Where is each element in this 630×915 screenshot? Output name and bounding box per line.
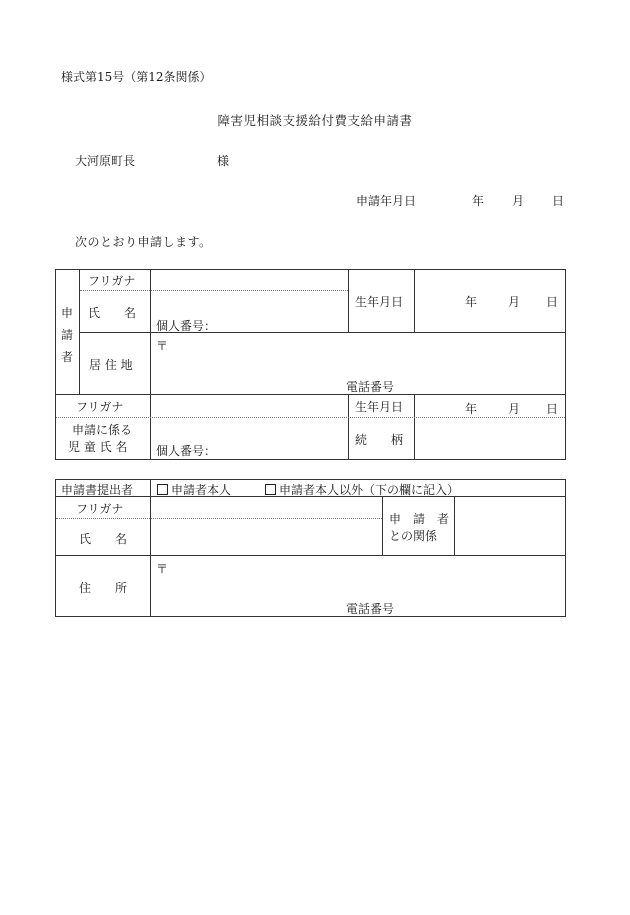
applicant-birth-day: 日 — [546, 295, 559, 309]
applicant-furigana-label: フリガナ — [88, 274, 136, 288]
child-personal-number-label: 個人番号： — [156, 444, 217, 458]
addressee-name: 大河原町長 — [75, 154, 136, 168]
applicant-residence-label: 居 住 地 — [89, 358, 133, 372]
applicant-birth-year: 年 — [465, 295, 478, 309]
child-name-label-line2: 児 童 氏 名 — [68, 440, 128, 454]
applicant-postal-mark: 〒 — [156, 339, 169, 353]
submitter-label: 申請書提出者 — [61, 483, 134, 497]
submitter-furigana-label: フリガナ — [76, 502, 124, 516]
child-birth-date-label: 生年月日 — [355, 400, 404, 414]
child-birth-month: 月 — [508, 402, 521, 416]
option-self-label: 申請者本人 — [171, 483, 232, 497]
relation-label-line1: 申 請 者 — [389, 512, 450, 526]
submitter-address-label: 住 所 — [79, 581, 128, 595]
date-year: 年 — [472, 194, 485, 208]
addressee — [75, 152, 229, 169]
date-day: 日 — [552, 194, 565, 208]
child-name-label-line1: 申請に係る — [72, 423, 133, 437]
child-relation-label: 続 柄 — [355, 433, 404, 447]
applicant-phone-label: 電話番号 — [346, 380, 395, 394]
child-birth-year: 年 — [465, 402, 478, 416]
child-birth-day: 日 — [546, 402, 559, 416]
document-title: 障害児相談支援給付費支給申請書 — [217, 113, 413, 128]
applicant-birth-date-label: 生年月日 — [355, 295, 404, 309]
form-number: 様式第15号（第12条関係） — [61, 70, 212, 84]
intro-text: 次のとおり申請します。 — [75, 235, 212, 249]
submitter-postal-mark: 〒 — [156, 562, 169, 576]
option-self[interactable] — [157, 481, 231, 498]
checkbox-self[interactable] — [157, 484, 168, 495]
applicant-group-label — [59, 302, 75, 368]
option-other[interactable] — [265, 481, 459, 498]
child-furigana-label: フリガナ — [76, 400, 124, 414]
applicant-personal-number-label: 個人番号： — [156, 319, 217, 333]
applicant-name-label: 氏 名 — [88, 306, 137, 320]
date-month: 月 — [512, 194, 525, 208]
applicant-birth-month: 月 — [508, 295, 521, 309]
relation-label-line2: との関係 — [389, 529, 438, 543]
applicant-group-char: 申 — [60, 306, 73, 320]
option-other-label: 申請者本人以外（下の欄に記入） — [279, 483, 460, 497]
application-date-label: 申請年月日 — [356, 194, 417, 208]
addressee-honorific: 様 — [217, 154, 230, 168]
applicant-group-char: 請 — [60, 328, 73, 342]
submitter-name-label: 氏 名 — [79, 532, 128, 546]
applicant-group-char: 者 — [60, 350, 73, 364]
checkbox-other[interactable] — [265, 484, 276, 495]
submitter-phone-label: 電話番号 — [346, 602, 395, 616]
application-date — [356, 192, 564, 209]
